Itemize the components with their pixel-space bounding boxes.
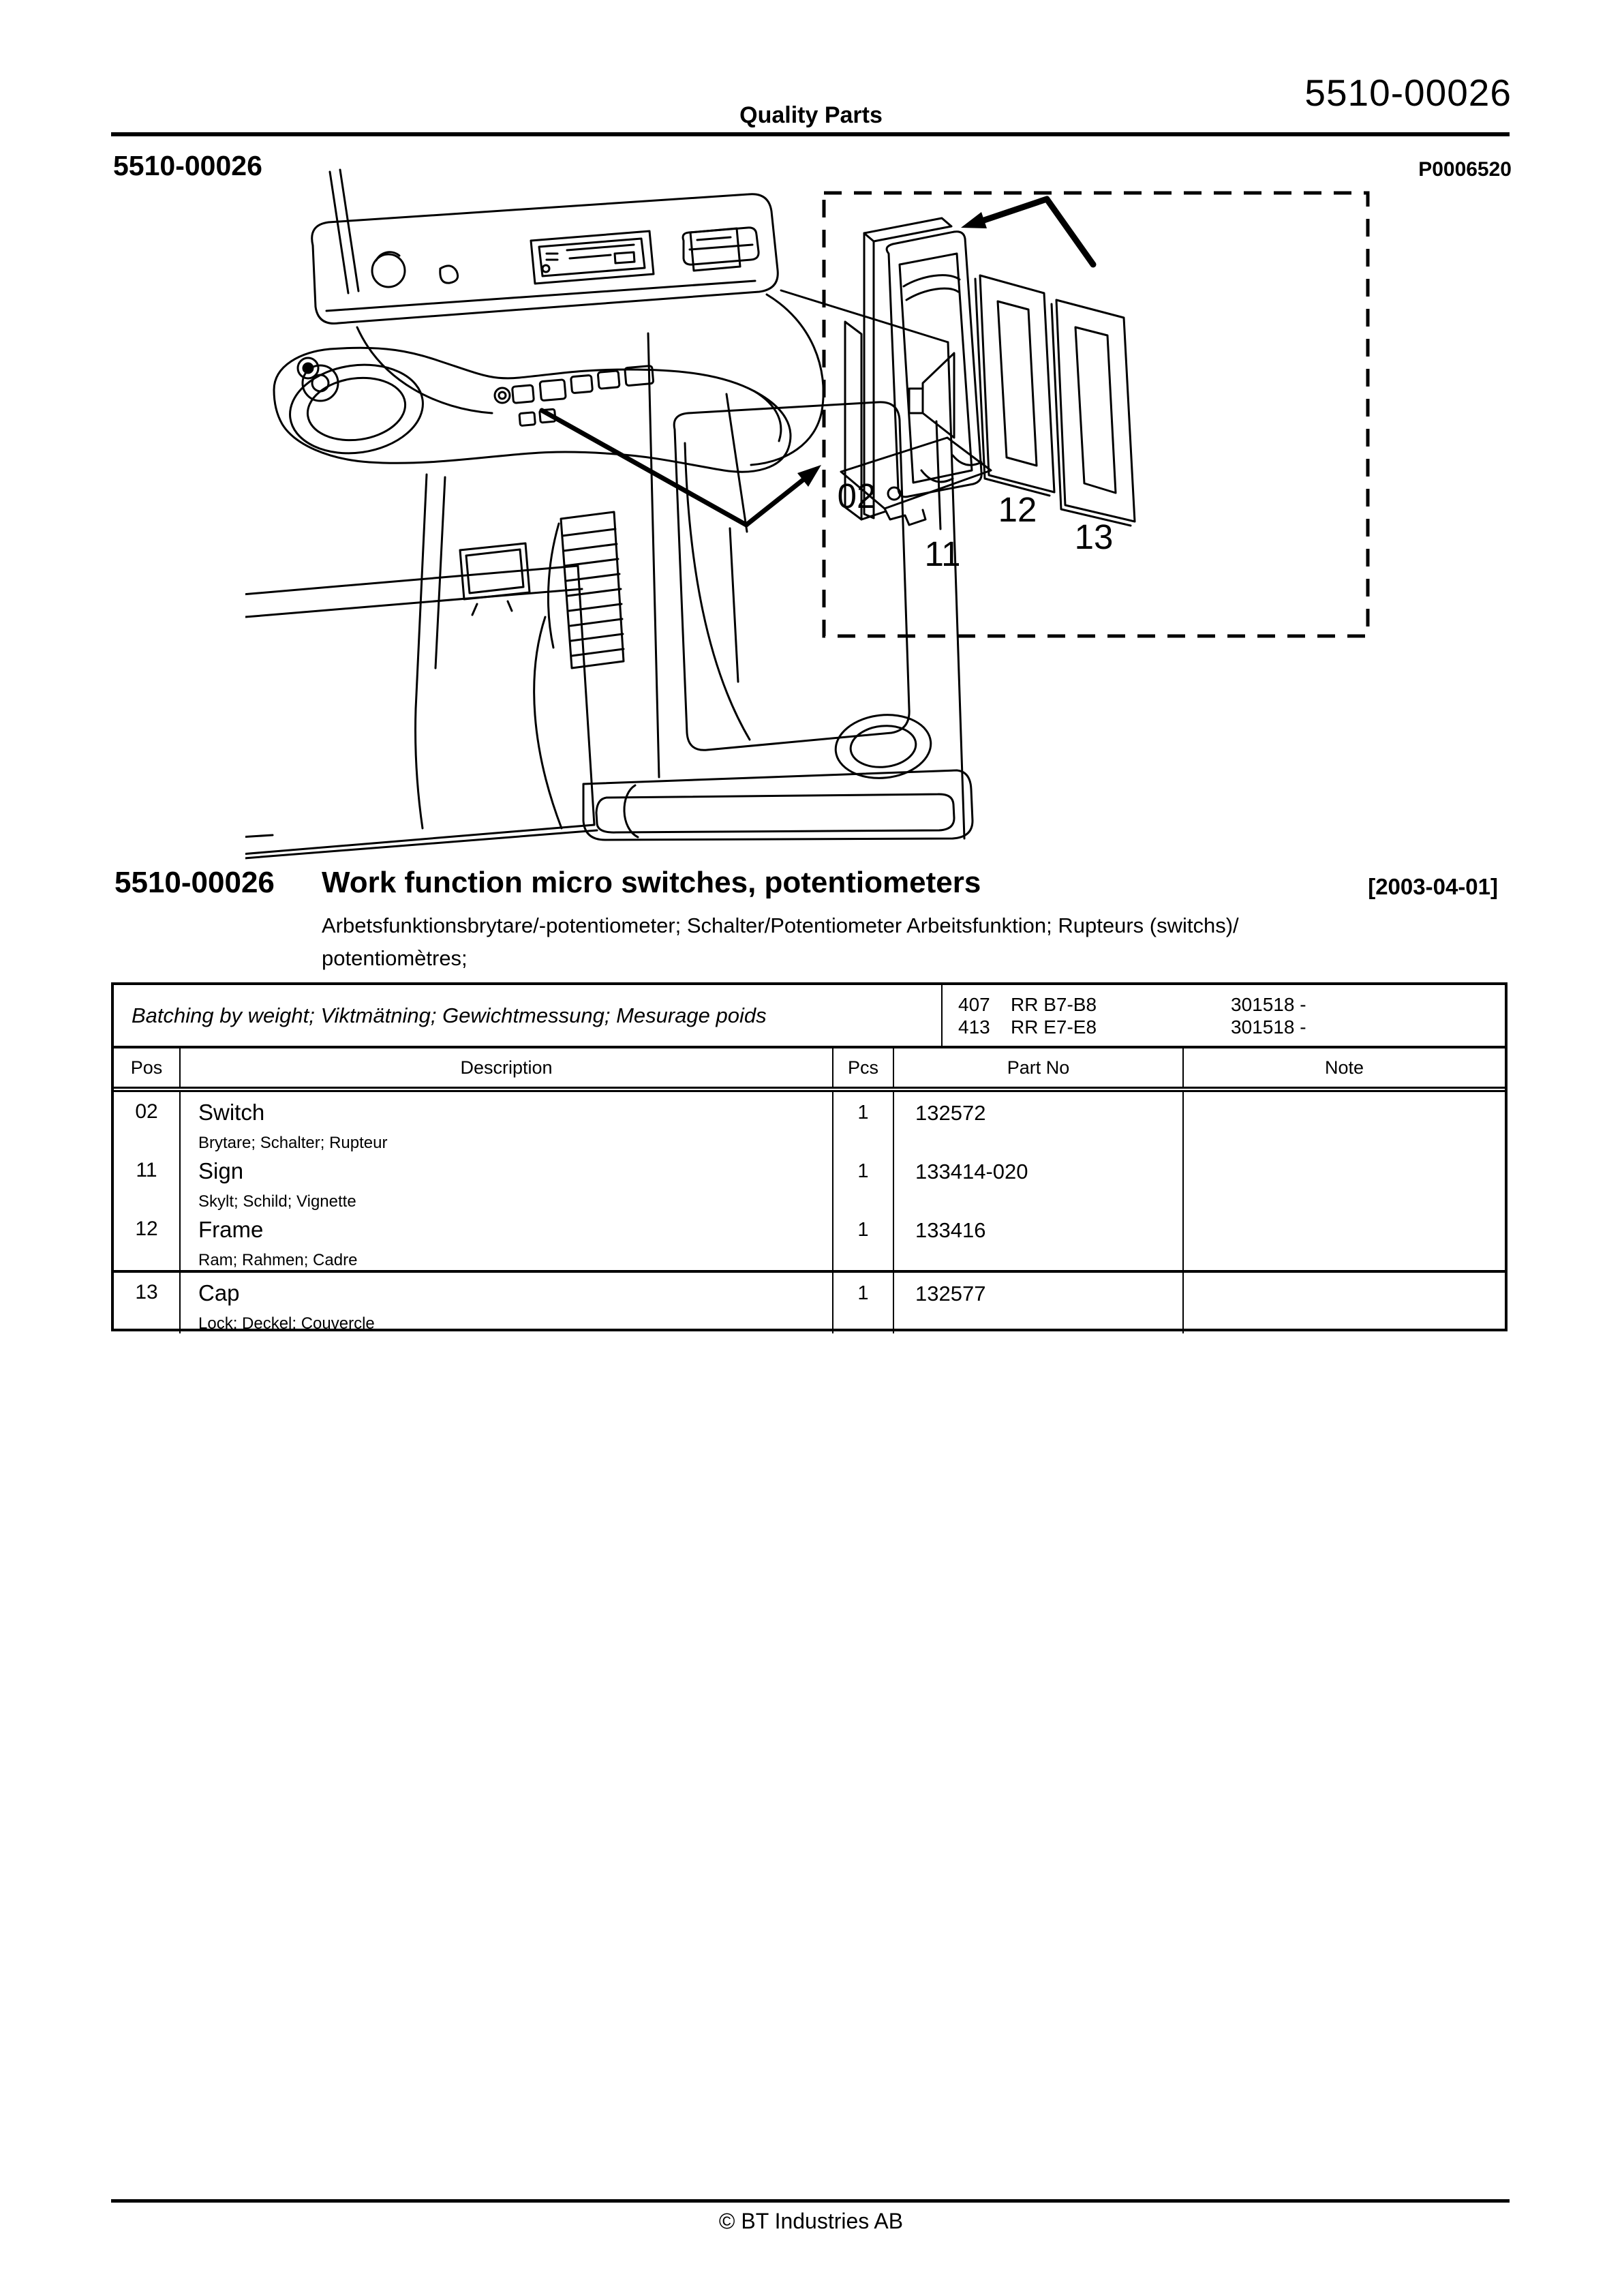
- footer-copyright: © BT Industries AB: [718, 2209, 904, 2233]
- doc-number: 5510-00026: [1304, 72, 1512, 114]
- row-pos: 13: [135, 1281, 158, 1303]
- model-line: [943, 1016, 1505, 1038]
- row-part-no: 133414-020: [893, 1151, 1182, 1211]
- figure-section-number: 5510-00026: [113, 150, 262, 181]
- row-note: [1182, 1273, 1505, 1333]
- inset-label-12: 12: [998, 490, 1037, 529]
- row-pcs: 1: [832, 1092, 893, 1153]
- row-description: [179, 1209, 832, 1270]
- table-header: [114, 1048, 1505, 1092]
- row-pos: 02: [135, 1100, 158, 1123]
- section-number: 5510-00026: [114, 866, 275, 899]
- part-name-alt: Skylt; Schild; Vignette: [198, 1192, 356, 1211]
- row-description: [179, 1151, 832, 1211]
- table-row: [114, 1270, 1505, 1333]
- row-pcs: 1: [832, 1209, 893, 1270]
- inset-label-13: 13: [1074, 517, 1114, 556]
- row-note: [1182, 1151, 1505, 1211]
- row-description: [179, 1273, 832, 1333]
- variant-models: [941, 985, 1505, 1046]
- row-note: [1182, 1209, 1505, 1270]
- plate-code: P0006520: [1418, 158, 1512, 181]
- model-code: 413: [958, 1016, 990, 1038]
- section-subtitle: [322, 909, 1521, 975]
- col-header-note: Note: [1182, 1048, 1505, 1087]
- model-line: [943, 993, 1505, 1016]
- part-name-alt: Lock; Deckel; Couvercle: [198, 1314, 375, 1333]
- part-name: Sign: [198, 1158, 244, 1183]
- page-title: Quality Parts: [739, 102, 883, 128]
- parts-table: [111, 982, 1508, 1331]
- table-row: [114, 1209, 1505, 1270]
- subtitle-line-2: potentiomètres;: [322, 946, 468, 970]
- row-note: [1182, 1092, 1505, 1153]
- inset-arrowhead: [961, 212, 987, 228]
- table-row: [114, 1092, 1505, 1151]
- part-name: Cap: [198, 1280, 240, 1305]
- part-name: Switch: [198, 1100, 265, 1125]
- table-row: [114, 1151, 1505, 1209]
- row-description: [179, 1092, 832, 1153]
- row-part-no: 132572: [893, 1092, 1182, 1153]
- header-rule: [111, 132, 1510, 136]
- col-header-description: Description: [179, 1048, 832, 1087]
- row-part-no: 133416: [893, 1209, 1182, 1270]
- row-pos: 12: [135, 1218, 158, 1240]
- col-header-pos: Pos: [130, 1057, 163, 1078]
- part-name-alt: Brytare; Schalter; Rupteur: [198, 1134, 388, 1152]
- revision-date: [2003-04-01]: [1368, 874, 1498, 899]
- col-header-pcs: Pcs: [832, 1048, 893, 1087]
- row-pos: 11: [136, 1159, 157, 1181]
- col-header-part-no: Part No: [893, 1048, 1182, 1087]
- inset-label-11: 11: [924, 534, 961, 573]
- subtitle-line-1: Arbetsfunktionsbrytare/-potentiometer; Schalter/Potentiometer Arbeitsfunktion; Rupteurs (switchs)/: [322, 913, 1239, 937]
- variant-description: Batching by weight; Viktmätning; Gewichtmessung; Mesurage poids: [132, 1003, 767, 1027]
- row-pcs: 1: [832, 1151, 893, 1211]
- section-title: Work function micro switches, potentiometers: [322, 866, 981, 899]
- footer-rule: [111, 2199, 1510, 2203]
- model-serial: 301518 -: [1231, 1016, 1306, 1038]
- row-part-no: 132577: [893, 1273, 1182, 1333]
- row-pcs: 1: [832, 1273, 893, 1333]
- variant-band: [114, 985, 1505, 1048]
- model-name: RR E7-E8: [1011, 1016, 1097, 1038]
- part-name: Frame: [198, 1217, 264, 1242]
- part-name-alt: Ram; Rahmen; Cadre: [198, 1251, 358, 1269]
- model-code: 407: [958, 993, 990, 1015]
- model-serial: 301518 -: [1231, 993, 1306, 1015]
- model-name: RR B7-B8: [1011, 993, 1097, 1015]
- inset-arrow: [984, 199, 1093, 265]
- inset-label-02: 02: [837, 477, 876, 515]
